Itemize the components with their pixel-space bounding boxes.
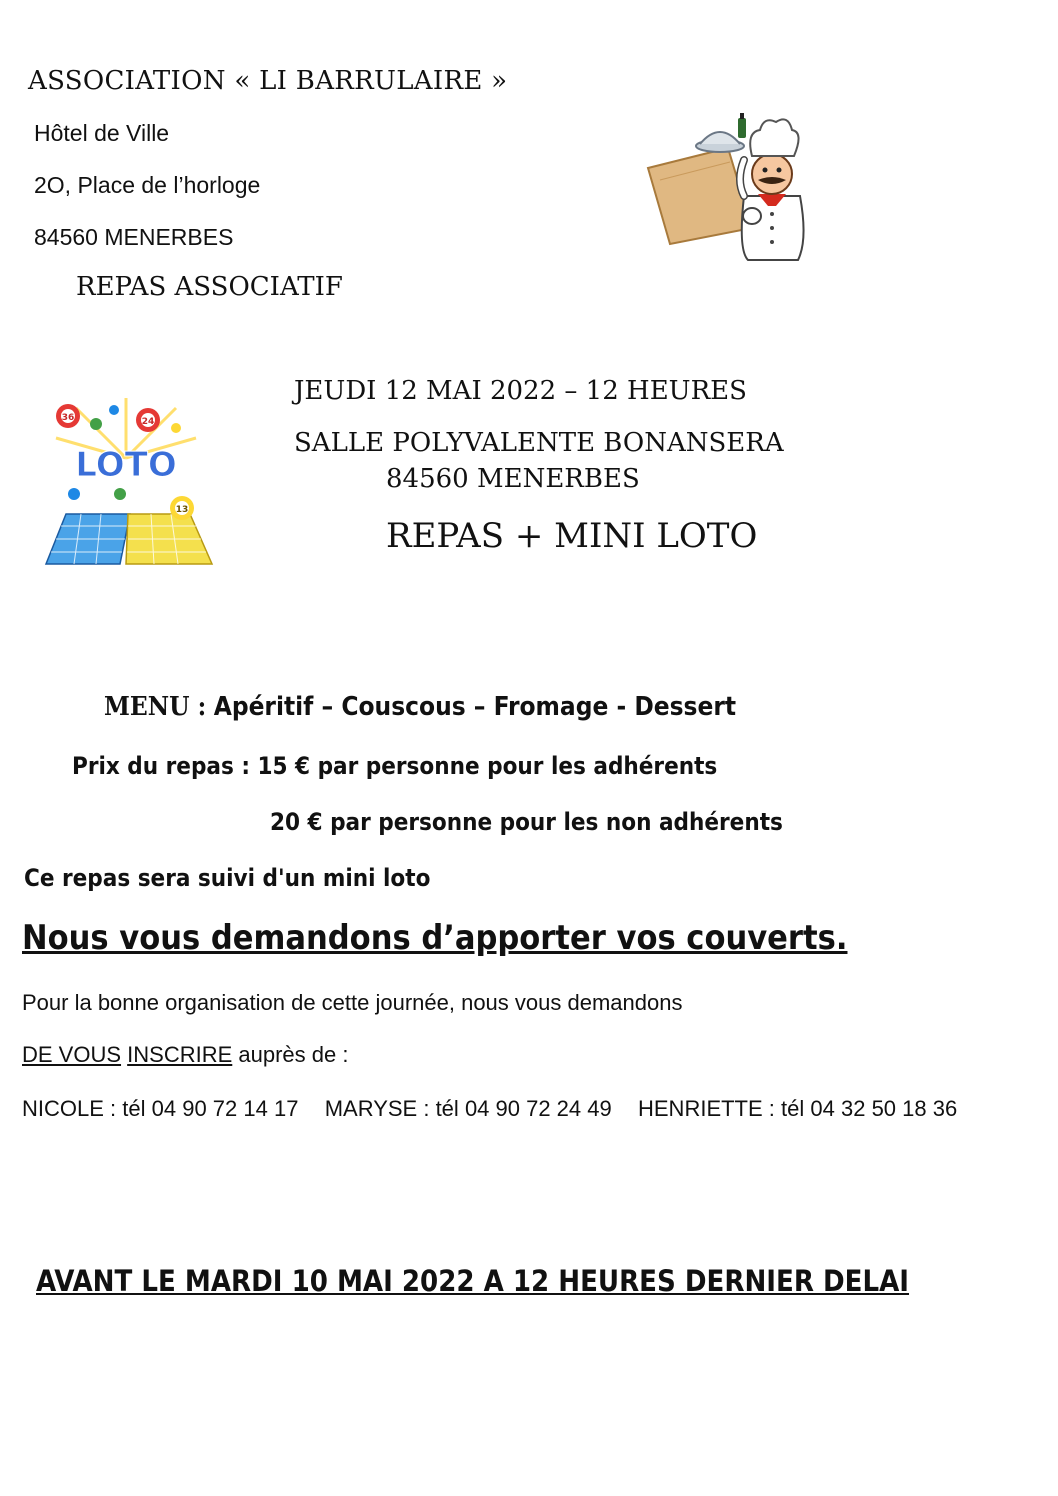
contact-phone-label: tél <box>122 1096 146 1121</box>
price-non-members: 20 € par personne pour les non adhérents <box>270 808 783 836</box>
contact-name: MARYSE <box>324 1096 418 1121</box>
contact-phone-label: tél <box>435 1096 459 1121</box>
price-label: Prix du repas : <box>72 752 250 780</box>
event-venue-city: 84560 MENERBES <box>386 464 640 494</box>
address-line-2: 2O, Place de l’horloge <box>34 172 261 198</box>
price-members: 15 € par personne pour les adhérents <box>257 752 718 780</box>
price-members-line <box>72 752 717 780</box>
chef-icon <box>640 110 820 270</box>
contact-maryse: MARYSE : tél 04 90 72 24 49 <box>324 1096 612 1121</box>
chef-illustration <box>640 110 820 270</box>
contact-phone: 04 90 72 24 49 <box>464 1096 612 1121</box>
registration-cta <box>22 1042 348 1068</box>
event-headline: REPAS + MINI LOTO <box>386 516 758 556</box>
registration-cta-part2: INSCRIRE <box>127 1042 233 1067</box>
contact-name: NICOLE <box>22 1096 104 1121</box>
contact-henriette: HENRIETTE : tél 04 32 50 18 36 <box>638 1096 958 1121</box>
contact-nicole: NICOLE : tél 04 90 72 14 17 <box>22 1096 299 1121</box>
loto-icon <box>36 398 216 570</box>
association-name: ASSOCIATION « LI BARRULAIRE » <box>28 66 508 96</box>
address-line-1: Hôtel de Ville <box>34 120 170 146</box>
contact-name: HENRIETTE <box>638 1096 763 1121</box>
contact-phone: 04 90 72 14 17 <box>151 1096 299 1121</box>
contact-phone: 04 32 50 18 36 <box>810 1096 958 1121</box>
event-type: REPAS ASSOCIATIF <box>76 272 343 302</box>
contacts-line <box>22 1096 957 1122</box>
loto-ball-2: 24 <box>141 417 155 427</box>
registration-intro: Pour la bonne organisation de cette journée, nous vous demandons <box>22 990 683 1015</box>
cutlery-notice: Nous vous demandons d’apporter vos couverts. <box>22 918 848 958</box>
contact-phone-label: tél <box>781 1096 805 1121</box>
menu-label: MENU : <box>104 692 207 722</box>
loto-ball-1: 36 <box>61 413 75 423</box>
loto-note: Ce repas sera suivi d'un mini loto <box>24 864 431 892</box>
event-venue: SALLE POLYVALENTE BONANSERA <box>294 428 784 458</box>
menu-items: Apéritif – Couscous – Fromage - Dessert <box>213 692 737 722</box>
loto-label: LOTO <box>75 445 177 485</box>
loto-illustration <box>36 398 216 570</box>
menu-line <box>104 692 736 722</box>
loto-ball-3: 13 <box>175 505 189 515</box>
deadline: AVANT LE MARDI 10 MAI 2022 A 12 HEURES DERNIER DELAI <box>36 1264 910 1298</box>
event-date-time: JEUDI 12 MAI 2022 – 12 HEURES <box>294 376 747 406</box>
registration-cta-suffix: auprès de : <box>232 1042 349 1067</box>
registration-cta-part1: DE VOUS <box>22 1042 122 1067</box>
address-line-3: 84560 MENERBES <box>34 224 234 250</box>
